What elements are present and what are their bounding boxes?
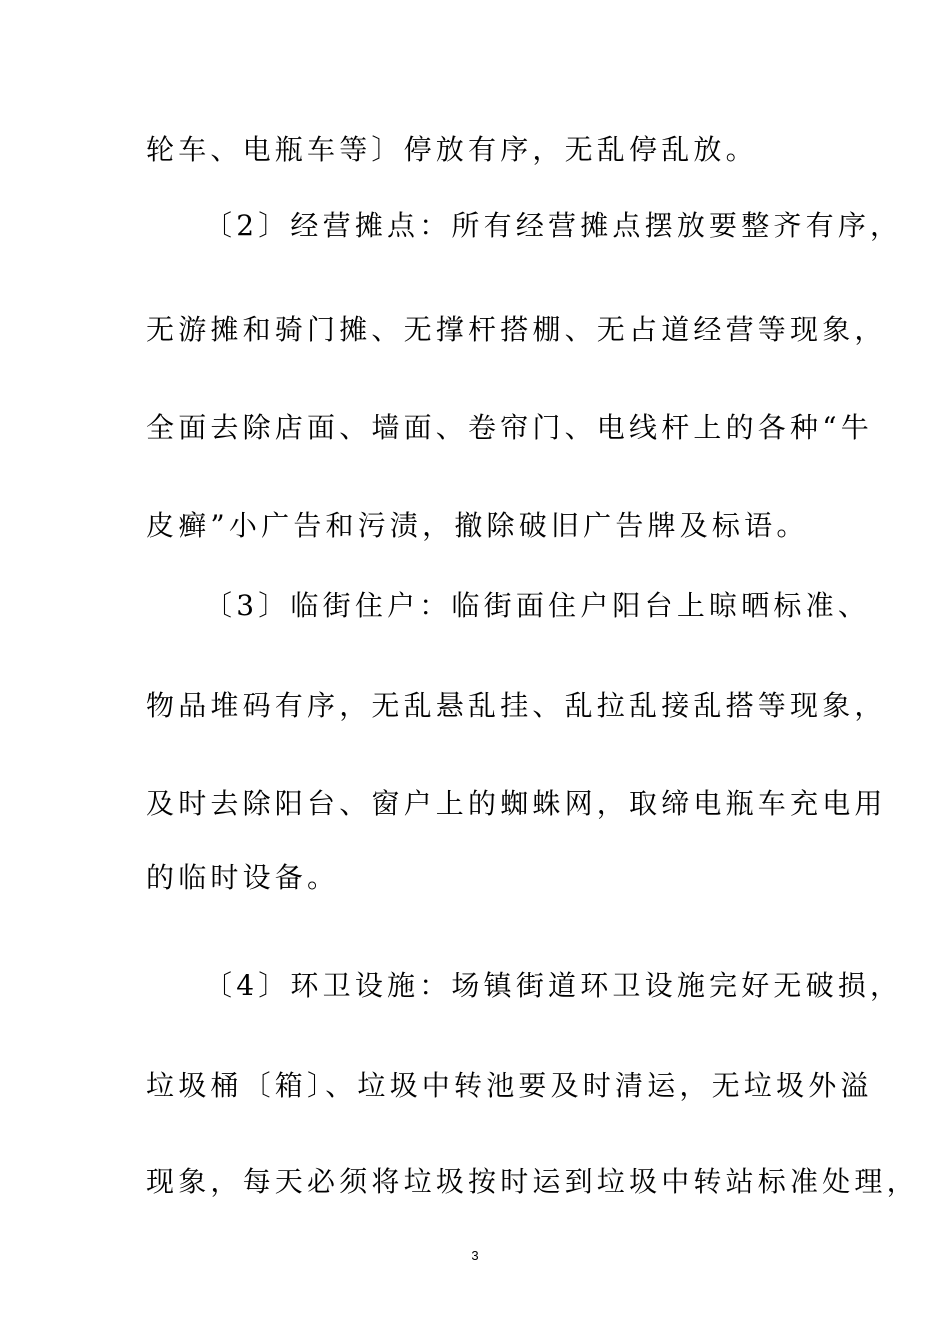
text-line: 物品堆码有序，无乱悬乱挂、乱拉乱接乱搭等现象，	[146, 689, 887, 722]
paragraph-start-line: 〔2〕经营摊点：所有经营摊点摆放要整齐有序，	[204, 209, 903, 242]
text-line: 皮癣”小广告和污渍，撤除破旧广告牌及标语。	[146, 509, 809, 542]
text-line: 现象，每天必须将垃圾按时运到垃圾中转站标准处理，	[146, 1165, 919, 1198]
paragraph-start-line: 〔3〕临街住户：临街面住户阳台上晾晒标准、	[204, 589, 871, 622]
text-line: 轮车、电瓶车等〕停放有序，无乱停乱放。	[146, 133, 758, 166]
paragraph-start-line: 〔4〕环卫设施：场镇街道环卫设施完好无破损，	[204, 969, 903, 1002]
text-line: 全面去除店面、墙面、卷帘门、电线杆上的各种“牛	[146, 411, 873, 444]
text-line: 垃圾桶〔箱〕、垃圾中转池要及时清运，无垃圾外溢	[146, 1069, 873, 1102]
text-line: 的临时设备。	[146, 861, 340, 894]
page-number: 3	[471, 1248, 479, 1263]
text-line: 及时去除阳台、窗户上的蜘蛛网，取缔电瓶车充电用	[146, 787, 887, 820]
text-line: 无游摊和骑门摊、无撑杆搭棚、无占道经营等现象，	[146, 313, 887, 346]
